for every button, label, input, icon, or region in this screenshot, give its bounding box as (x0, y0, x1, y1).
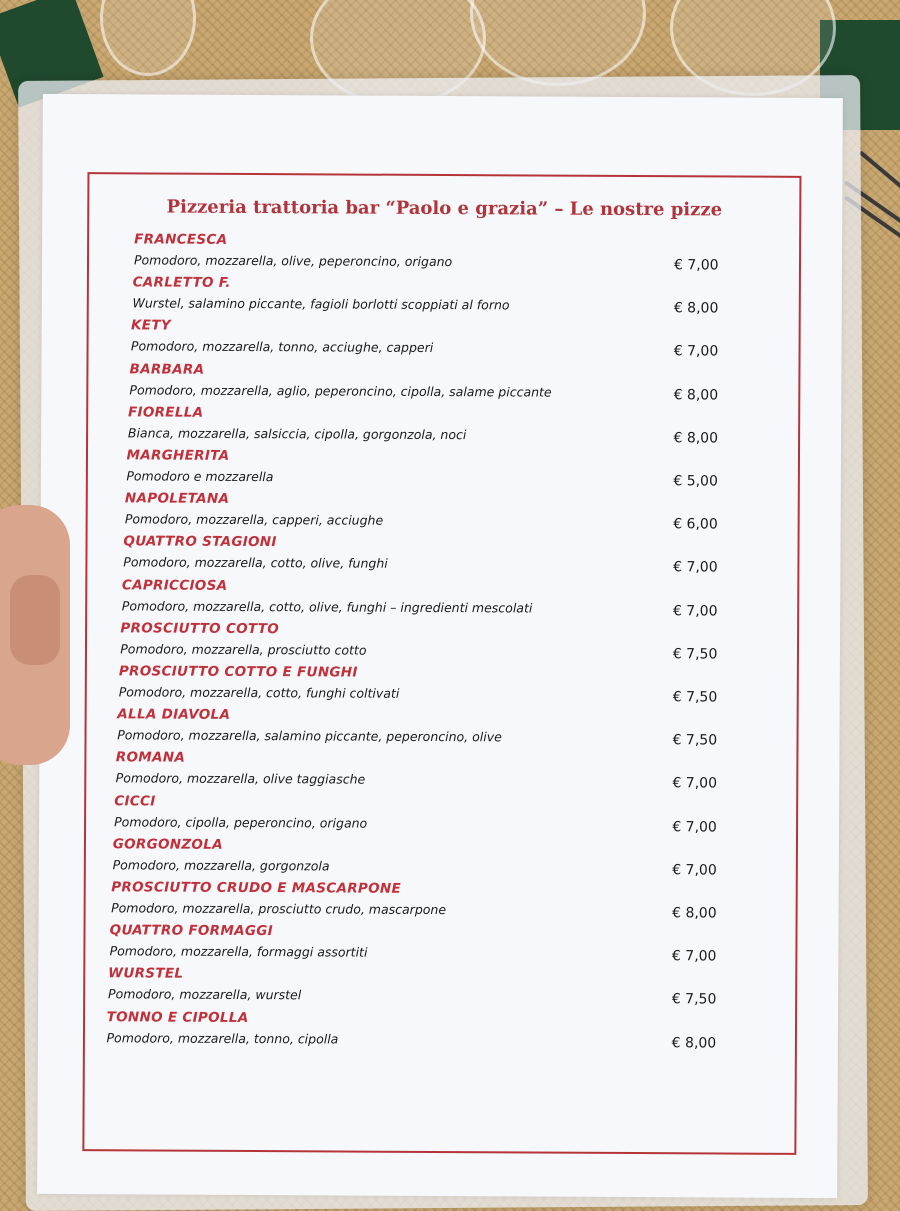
pizza-ingredients: Pomodoro, mozzarella, salamino piccante, peperoncino, olive (117, 727, 502, 745)
pizza-price: € 7,00 (672, 602, 718, 620)
menu-item (106, 1008, 747, 1052)
menu-item (133, 231, 774, 274)
pizza-ingredients: Pomodoro, mozzarella, cotto, olive, funghi (123, 554, 388, 572)
pizza-ingredients: Bianca, mozzarella, salsiccia, cipolla, gorgonzola, noci (127, 425, 467, 442)
pizza-ingredients: Wurstel, salamino piccante, fagioli borlotti scoppiati al forno (132, 295, 510, 313)
pizza-name: PROSCIUTTO COTTO (120, 620, 280, 637)
pizza-name: MARGHERITA (126, 447, 230, 464)
pizza-price: € 7,00 (673, 559, 718, 576)
wine-glass (470, 0, 646, 86)
pizza-ingredients: Pomodoro e mozzarella (126, 468, 274, 485)
thumb (10, 575, 60, 665)
pizza-price: € 8,00 (673, 386, 719, 404)
hand (0, 505, 70, 765)
pizza-price: € 7,00 (671, 948, 717, 965)
menu-item (114, 792, 754, 836)
pizza-name: QUATTRO STAGIONI (123, 533, 277, 551)
pizza-name: PROSCIUTTO COTTO E FUNGHI (118, 663, 358, 681)
menu-item (112, 836, 753, 879)
pizza-ingredients: Pomodoro, mozzarella, tonno, acciughe, capperi (130, 338, 434, 356)
pizza-price: € 8,00 (673, 300, 719, 317)
pizza-name: GORGONZOLA (112, 836, 223, 853)
menu-item (124, 490, 765, 533)
pizza-price: € 8,00 (672, 905, 717, 922)
menu-item (123, 533, 763, 576)
fork-tine (859, 150, 900, 192)
pizza-price: € 7,00 (672, 775, 718, 792)
pizza-ingredients: Pomodoro, mozzarella, cotto, olive, funghi – ingredienti mescolati (121, 597, 533, 616)
menu-item (120, 620, 760, 663)
menu-item (126, 447, 767, 490)
menu-item (130, 317, 771, 360)
menu-title: Pizzeria trattoria bar “Paolo e grazia” – Le nostre pizze (166, 196, 723, 221)
pizza-ingredients: Pomodoro, mozzarella, gorgonzola (112, 857, 330, 874)
pizza-name: QUATTRO FORMAGGI (109, 922, 273, 940)
menu-item (109, 922, 750, 965)
pizza-name: ALLA DIAVOLA (117, 706, 231, 724)
wine-glass (100, 0, 196, 76)
pizza-price: € 7,50 (672, 646, 718, 663)
menu-item (117, 706, 757, 749)
pizza-price: € 7,50 (672, 689, 718, 706)
pizza-ingredients: Pomodoro, mozzarella, cotto, funghi coltivati (118, 684, 400, 701)
pizza-price: € 7,00 (673, 257, 719, 274)
pizza-price: € 6,00 (673, 516, 718, 533)
pizza-ingredients: Pomodoro, mozzarella, aglio, peperoncino, cipolla, salame piccante (129, 381, 552, 400)
pizza-ingredients: Pomodoro, mozzarella, olive taggiasche (115, 770, 366, 788)
pizza-price: € 7,00 (672, 862, 717, 879)
menu-item (121, 576, 762, 620)
menu-frame (82, 172, 801, 1155)
pizza-name: PROSCIUTTO CRUDO E MASCARPONE (111, 879, 402, 897)
pizza-ingredients: Pomodoro, mozzarella, formaggi assortiti (109, 943, 368, 960)
pizza-price: € 7,00 (672, 818, 717, 836)
pizza-price: € 8,00 (671, 1034, 717, 1052)
pizza-ingredients: Pomodoro, mozzarella, capperi, acciughe (124, 511, 384, 528)
menu-item (127, 404, 768, 447)
pizza-price: € 7,50 (671, 991, 717, 1008)
menu-item (118, 663, 759, 706)
menu-sheet (37, 94, 843, 1198)
pizza-name: BARBARA (129, 360, 205, 378)
pizza-name: CICCI (114, 792, 156, 810)
pizza-ingredients: Pomodoro, mozzarella, wurstel (108, 986, 302, 1003)
pizza-ingredients: Pomodoro, mozzarella, prosciutto cotto (120, 641, 367, 658)
pizza-name: FRANCESCA (134, 231, 228, 248)
pizza-name: CARLETTO F. (132, 274, 231, 292)
menu-item (115, 749, 756, 792)
menu-item (111, 879, 751, 922)
pizza-name: FIORELLA (127, 404, 204, 421)
pizza-price: € 5,00 (673, 473, 718, 490)
menu-item (129, 360, 770, 404)
menu-item (108, 965, 748, 1008)
pizza-price: € 7,00 (673, 343, 719, 360)
pizza-name: ROMANA (115, 749, 186, 767)
menu-item (132, 274, 773, 317)
pizza-ingredients: Pomodoro, mozzarella, olive, peperoncino, origano (133, 252, 453, 270)
pizza-ingredients: Pomodoro, mozzarella, tonno, cipolla (106, 1029, 339, 1047)
pizza-name: TONNO E CIPOLLA (106, 1008, 249, 1026)
pizza-name: CAPRICCIOSA (121, 576, 228, 594)
pizza-ingredients: Pomodoro, cipolla, peperoncino, origano (114, 813, 368, 831)
pizza-ingredients: Pomodoro, mozzarella, prosciutto crudo, mascarpone (111, 900, 447, 918)
pizza-name: KETY (131, 317, 171, 334)
pizza-name: WURSTEL (108, 965, 184, 983)
pizza-name: NAPOLETANA (124, 490, 230, 508)
pizza-price: € 8,00 (673, 430, 719, 447)
pizza-price: € 7,50 (672, 732, 718, 749)
